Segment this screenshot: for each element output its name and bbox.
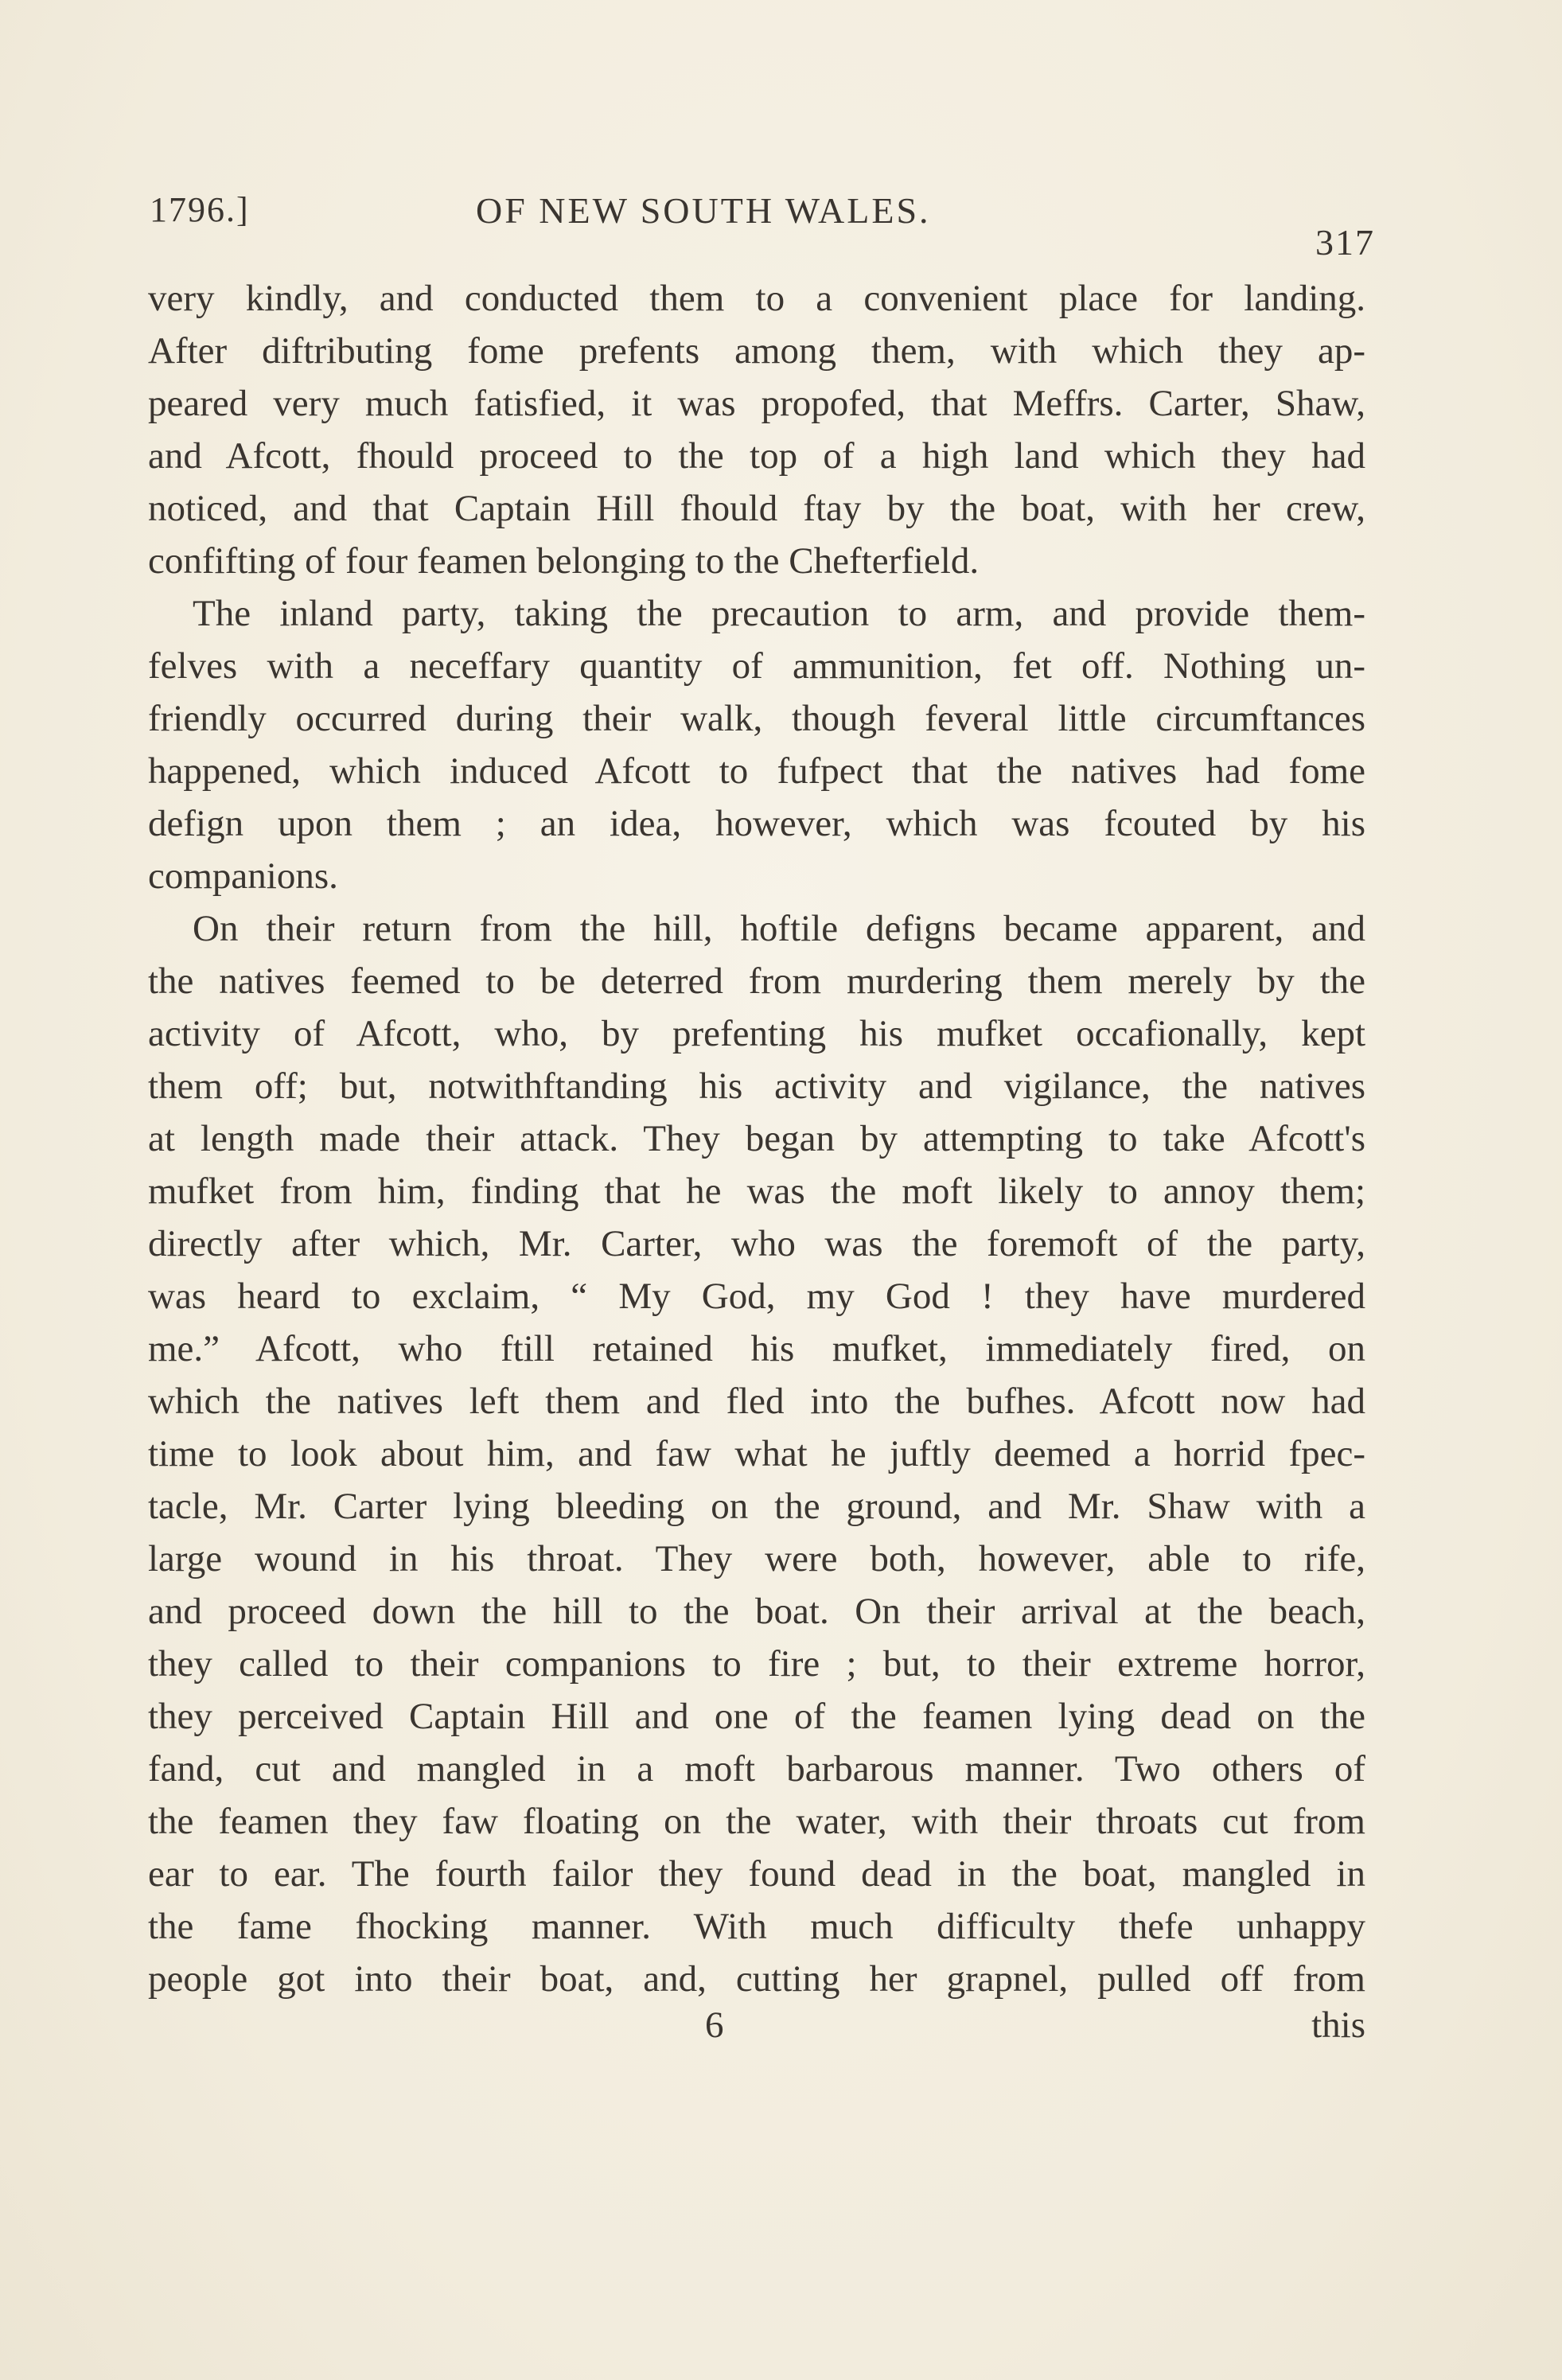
text-line: After diftributing fome prefents among them, with which they ap- bbox=[148, 330, 1365, 372]
text-line: them off; but, notwithftanding his activity and vigilance, the natives bbox=[148, 1065, 1365, 1107]
text-line: defign upon them ; an idea, however, which was fcouted by his bbox=[148, 803, 1365, 844]
text-line: they perceived Captain Hill and one of the feamen lying dead on the bbox=[148, 1696, 1365, 1737]
text-line: mufket from him, finding that he was the moft likely to annoy them; bbox=[148, 1171, 1365, 1212]
paragraph-start-line: The inland party, taking the precaution to arm, and provide them- bbox=[193, 593, 1365, 634]
text-line: happened, which induced Afcott to fufpect that the natives had fome bbox=[148, 750, 1365, 792]
text-line: they called to their companions to fire ; but, to their extreme horror, bbox=[148, 1643, 1365, 1685]
text-line: very kindly, and conducted them to a convenient place for landing. bbox=[148, 278, 1365, 319]
text-line: felves with a neceffary quantity of ammunition, fet off. Nothing un- bbox=[148, 645, 1365, 687]
text-line: me.” Afcott, who ftill retained his mufket, immediately fired, on bbox=[148, 1328, 1365, 1369]
page-footer bbox=[148, 2004, 1365, 2059]
text-line: which the natives left them and fled into the bufhes. Afcott now had bbox=[148, 1381, 1365, 1422]
text-line: noticed, and that Captain Hill fhould ftay by the boat, with her crew, bbox=[148, 488, 1365, 529]
text-line: and proceed down the hill to the boat. On their arrival at the beach, bbox=[148, 1591, 1365, 1632]
body-text bbox=[148, 272, 1365, 2005]
text-line: companions. bbox=[148, 855, 338, 897]
header-title: OF NEW SOUTH WALES. bbox=[476, 190, 931, 231]
paragraph-start-line: On their return from the hill, hoftile defigns became apparent, and bbox=[193, 908, 1365, 949]
page-number: 317 bbox=[1315, 222, 1375, 263]
text-line: people got into their boat, and, cutting her grapnel, pulled off from bbox=[148, 1958, 1365, 2000]
running-head bbox=[150, 189, 1375, 263]
text-line: time to look about him, and faw what he juftly deemed a horrid fpec- bbox=[148, 1433, 1365, 1474]
text-line: ear to ear. The fourth failor they found dead in the boat, mangled in bbox=[148, 1853, 1365, 1895]
text-line: peared very much fatisfied, it was propofed, that Meffrs. Carter, Shaw, bbox=[148, 383, 1365, 424]
text-line: tacle, Mr. Carter lying bleeding on the ground, and Mr. Shaw with a bbox=[148, 1486, 1365, 1527]
text-line: directly after which, Mr. Carter, who was the foremoft of the party, bbox=[148, 1223, 1365, 1264]
text-line: activity of Afcott, who, by prefenting his mufket occafionally, kept bbox=[148, 1013, 1365, 1054]
text-line: friendly occurred during their walk, though feveral little circumftances bbox=[148, 698, 1365, 739]
text-line: the feamen they faw floating on the water, with their throats cut from bbox=[148, 1801, 1365, 1842]
text-line: was heard to exclaim, “ My God, my God ! they have murdered bbox=[148, 1276, 1365, 1317]
text-line: the fame fhocking manner. With much difficulty thefe unhappy bbox=[148, 1906, 1365, 1947]
signature-mark: 6 bbox=[705, 2004, 724, 2046]
text-line: fand, cut and mangled in a moft barbarous manner. Two others of bbox=[148, 1748, 1365, 1790]
text-line: and Afcott, fhould proceed to the top of a high land which they had bbox=[148, 435, 1365, 477]
text-line: the natives feemed to be deterred from murdering them merely by the bbox=[148, 960, 1365, 1002]
catchword: this bbox=[1311, 2004, 1365, 2046]
header-year: 1796.] bbox=[150, 190, 250, 229]
text-line: confifting of four feamen belonging to the Chefterfield. bbox=[148, 540, 980, 582]
text-line: large wound in his throat. They were both, however, able to rife, bbox=[148, 1538, 1365, 1580]
text-line: at length made their attack. They began by attempting to take Afcott's bbox=[148, 1118, 1365, 1159]
